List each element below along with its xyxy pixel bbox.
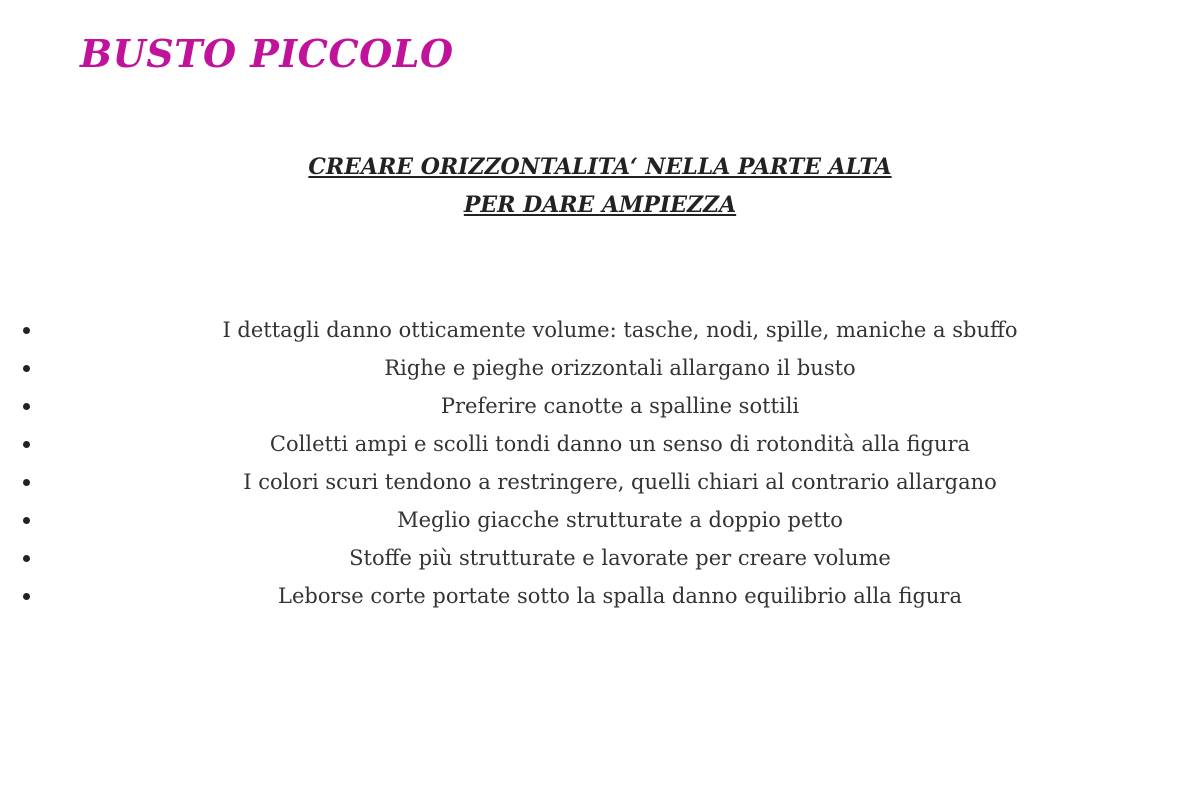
list-item [0,349,1200,387]
bullet-icon [23,555,30,562]
subtitle-block [0,148,1200,224]
bullet-icon [23,403,30,410]
list-item-text: Stoffe più strutturate e lavorate per creare volume [349,546,891,570]
bullet-icon [23,365,30,372]
list-item [0,463,1200,501]
subtitle-line-2: PER DARE AMPIEZZA [463,192,737,218]
list-item-text: Meglio giacche strutturate a doppio petto [397,508,843,532]
list-item-text: Leborse corte portate sotto la spalla danno equilibrio alla figura [278,584,962,608]
list-item [0,539,1200,577]
bullet-icon [23,441,30,448]
bullet-icon [23,327,30,334]
list-item-text: Colletti ampi e scolli tondi danno un senso di rotondità alla figura [269,432,971,456]
subtitle-line-1: CREARE ORIZZONTALITA‘ NELLA PARTE ALTA [308,154,892,180]
list-item [0,425,1200,463]
list-item [0,311,1200,349]
list-item-text: I dettagli danno otticamente volume: tasche, nodi, spille, maniche a sbuffo [222,318,1018,342]
list-item-text: I colori scuri tendono a restringere, quelli chiari al contrario allargano [243,470,997,494]
bullet-icon [23,517,30,524]
bullet-icon [23,479,30,486]
bullet-icon [23,593,30,600]
list-item [0,577,1200,615]
list-item-text: Preferire canotte a spalline sottili [440,394,800,418]
list-item [0,501,1200,539]
list-item [0,387,1200,425]
list-item-text: Righe e pieghe orizzontali allargano il busto [384,356,856,380]
page-title: BUSTO PICCOLO [80,31,454,76]
tips-list [0,311,1200,615]
